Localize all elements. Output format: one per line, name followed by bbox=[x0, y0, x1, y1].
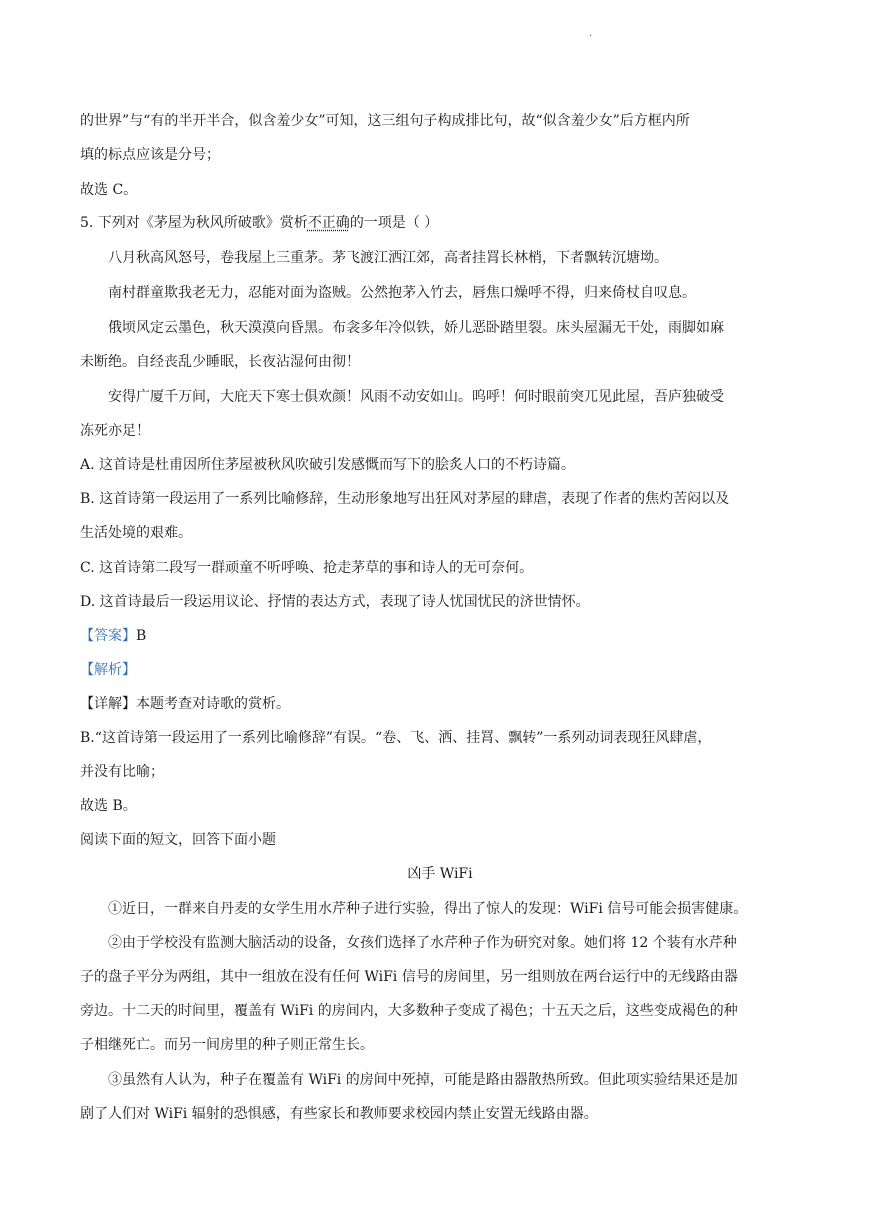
poem-line: 南村群童欺我老无力，忍能对面为盗贼。公然抱茅入竹去，唇焦口燥呼不得，归来倚杖自叹息。 bbox=[108, 285, 696, 301]
poem-line: 俄顷风定云墨色，秋天漠漠向昏黑。布衾多年冷似铁，娇儿恶卧踏里裂。床头屋漏无干处，雨脚如麻 bbox=[108, 320, 724, 336]
reading-instruction: 阅读下面的短文，回答下面小题 bbox=[80, 832, 276, 848]
poem-line: 安得广厦千万间，大庇天下寒士俱欢颜！风雨不动安如山。呜呼！何时眼前突兀见此屋，吾庐独破受 bbox=[108, 389, 724, 405]
option-a: A. 这首诗是杜甫因所住茅屋被秋风吹破引发感慨而写下的脍炙人口的不朽诗篇。 bbox=[80, 457, 576, 473]
analysis-tag: 【解析】 bbox=[80, 662, 136, 678]
poem-line: 未断绝。自经丧乱少睡眠，长夜沾湿何由彻！ bbox=[80, 354, 360, 370]
option-b: B. 这首诗第一段运用了一系列比喻修辞，生动形象地写出狂风对茅屋的肆虐，表现了作者的焦灼苦闷以及 bbox=[80, 491, 730, 507]
article-line: 子的盘子平分为两组，其中一组放在没有任何 WiFi 信号的房间里，另一组则放在两台运行中的无线路由器 bbox=[80, 969, 738, 985]
option-b-cont: 生活处境的艰难。 bbox=[80, 525, 192, 541]
option-c: C. 这首诗第二段写一群顽童不听呼唤、抢走茅草的事和诗人的无可奈何。 bbox=[80, 560, 534, 576]
question-5-suffix: 的一项是（ ） bbox=[349, 215, 439, 231]
answer-line bbox=[80, 626, 800, 646]
answer-value: B bbox=[136, 628, 147, 644]
question-5-prefix: 5. 下列对《茅屋为秋风所破歌》赏析 bbox=[80, 215, 308, 231]
article-line: 剧了人们对 WiFi 辐射的恐惧感，有些家长和教师要求校园内禁止安置无线路由器。 bbox=[80, 1106, 598, 1122]
article-paragraph: ③虽然有人认为，种子在覆盖有 WiFi 的房间中死掉，可能是路由器散热所致。但此项实验结果还是加 bbox=[108, 1072, 738, 1088]
detail-line: 【详解】本题考查对诗歌的赏析。 bbox=[80, 696, 290, 712]
text-line: 的世界”与“有的半开半合，似含羞少女”可知，这三组句子构成排比句，故“似含羞少女”后方框内所 bbox=[80, 113, 690, 129]
article-line: 子相继死亡。而另一间房里的种子则正常生长。 bbox=[80, 1037, 374, 1053]
article-paragraph: ①近日，一群来自丹麦的女学生用水芹种子进行实验，得出了惊人的发现：WiFi 信号可能会损害健康。 bbox=[108, 901, 748, 917]
question-5 bbox=[80, 213, 800, 233]
explanation-line: B.“这首诗第一段运用了一系列比喻修辞”有误。“卷、飞、洒、挂罥、飘转”一系列动词表现狂风肆虐， bbox=[80, 730, 712, 746]
explanation-line: 故选 B。 bbox=[80, 798, 137, 814]
option-d: D. 这首诗最后一段运用议论、抒情的表达方式，表现了诗人忧国忧民的济世情怀。 bbox=[80, 594, 590, 610]
poem-line: 冻死亦足！ bbox=[80, 423, 150, 439]
article-line: 旁边。十二天的时间里，覆盖有 WiFi 的房间内，大多数种子变成了褐色；十五天之后，这些变成褐色的种 bbox=[80, 1003, 738, 1019]
emphasis-not-correct: 不正确 bbox=[307, 215, 350, 231]
article-title: 凶手 WiFi bbox=[407, 866, 473, 882]
explanation-line: 并没有比喻； bbox=[80, 764, 164, 780]
answer-tag: 【答案】 bbox=[80, 628, 136, 644]
text-line: 填的标点应该是分号； bbox=[80, 147, 220, 163]
poem-line: 八月秋高风怒号，卷我屋上三重茅。茅飞渡江洒江郊，高者挂罥长林梢，下者飘转沉塘坳。 bbox=[108, 250, 668, 266]
header-mark: · bbox=[589, 31, 593, 42]
article-paragraph: ②由于学校没有监测大脑活动的设备，女孩们选择了水芹种子作为研究对象。她们将 12 个装有水芹种 bbox=[108, 935, 737, 951]
text-line: 故选 C。 bbox=[80, 182, 138, 198]
